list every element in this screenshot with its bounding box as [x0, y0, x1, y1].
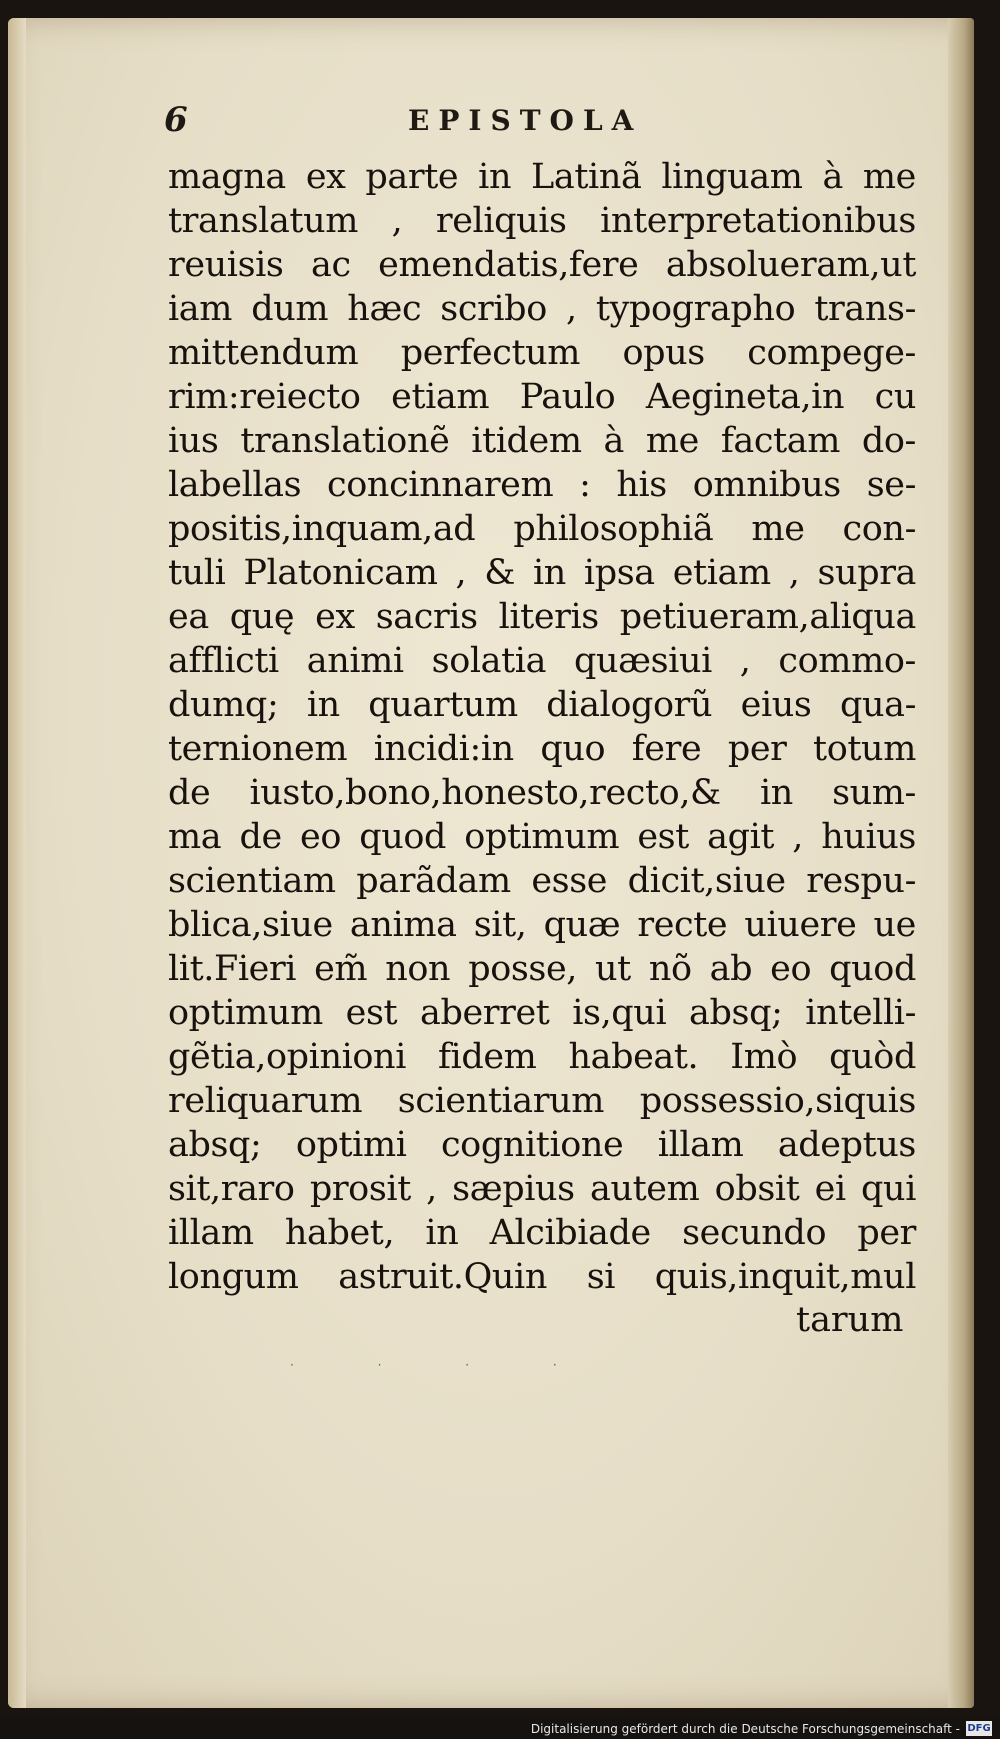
text-line: reliquarum scientiarum possessio,siquis [168, 1081, 916, 1121]
text-line: longum astruit.Quin si quis,inquit,mul [168, 1257, 916, 1297]
funding-credit: Digitalisierung gefördert durch die Deutsche Forschungsgemeinschaft - [530, 1722, 960, 1736]
page-gutter-left [8, 18, 26, 1708]
page-edge-right [948, 18, 974, 1708]
dfg-logo-icon: DFG [967, 1723, 991, 1734]
text-line: ternionem incidi:in quo fere per totum [168, 729, 916, 769]
text-line: illam habet, in Alcibiade secundo per [168, 1213, 916, 1253]
text-line: scientiam parãdam esse dicit,siue respu- [168, 861, 916, 901]
text-line: lit.Fieri em̃ non posse, ut nõ ab eo quod [168, 949, 916, 989]
text-line: optimum est aberret is,qui absq; intelli- [168, 993, 916, 1033]
text-line: magna ex parte in Latinã linguam à me [168, 157, 916, 197]
text-line: ea quę ex sacris literis petiueram,aliqua [168, 597, 916, 637]
text-line: de iusto,bono,honesto,recto,& in sum- [168, 773, 916, 813]
text-line: mittendum perfectum opus compege- [168, 333, 916, 373]
text-line: reuisis ac emendatis,fere absolueram,ut [168, 245, 916, 285]
text-line: translatum , reliquis interpretationibus [168, 201, 916, 241]
body-text [168, 155, 916, 1299]
text-line: rim:reiecto etiam Paulo Aegineta,in cu [168, 377, 916, 417]
text-line: absq; optimi cognitione illam adeptus [168, 1125, 916, 1165]
text-line: dumq; in quartum dialogorũ eius qua- [168, 685, 916, 725]
text-line: blica,siue anima sit, quæ recte uiuere ue [168, 905, 916, 945]
text-line: labellas concinnarem : his omnibus se- [168, 465, 916, 505]
ink-specks: · · · · [290, 1358, 597, 1372]
text-line: iam dum hæc scribo , typographo trans- [168, 289, 916, 329]
page-header [160, 100, 680, 148]
text-line: ma de eo quod optimum est agit , huius [168, 817, 916, 857]
text-line: gẽtia,opinioni fidem habeat. Imò quòd [168, 1037, 916, 1077]
catchword: tarum [796, 1300, 904, 1340]
text-line: positis,inquam,ad philosophiã me con- [168, 509, 916, 549]
text-line: afflicti animi solatia quæsiui , commo- [168, 641, 916, 681]
text-line: tuli Platonicam , & in ipsa etiam , supra [168, 553, 916, 593]
text-line: ius translationẽ itidem à me factam do- [168, 421, 916, 461]
running-title: EPISTOLA [408, 104, 643, 137]
digitization-footer [0, 1717, 1000, 1739]
text-line: sit,raro prosit , sæpius autem obsit ei qui [168, 1169, 916, 1209]
page-number: 6 [164, 100, 188, 140]
